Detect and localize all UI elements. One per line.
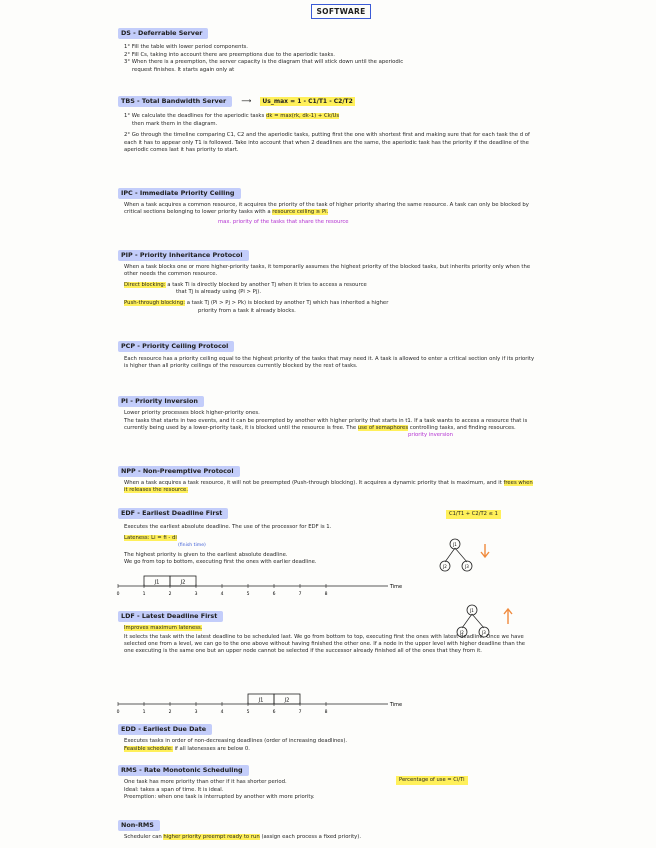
- non-rms-line-1: Scheduler can higher priority preempt ready to run (assign each process a fixed priority).: [124, 834, 362, 840]
- ldf-tick-label: 0: [116, 710, 120, 715]
- ldf-box-label-1: J1: [258, 697, 264, 704]
- rms-line-3: Preemption: when one task is interrupted by another with more priority.: [124, 794, 315, 801]
- ldf-tree-label-3: J3: [482, 630, 486, 635]
- pi-line-1: Lower priority processes block higher-priority ones.: [124, 410, 260, 416]
- ldf-tree-label-2: J2: [460, 630, 464, 635]
- heading-non-rms: Non-RMS: [118, 820, 160, 831]
- pcp-text: Each resource has a priority ceiling equal to the highest priority of the tasks that may need it. A task is allowed to enter a critical section only if its priority is higher than all priority ceilings of the resources currently blocked by the rest of tasks.: [124, 356, 535, 370]
- edf-line-2: The highest priority is given to the earliest absolute deadline.: [124, 551, 288, 558]
- ds-line-2: 2° Fill Cs, taking into account there are preemptions due to the aperiodic tasks.: [124, 51, 335, 58]
- edd-line-2: Feasible schedule: if all latenesses are below 0.: [124, 745, 250, 752]
- ldf-tick-label: 5: [246, 710, 250, 715]
- edf-line-1: Executes the earliest absolute deadline. The use of the processor for EDF is 1.: [124, 524, 332, 530]
- ldf-tick-label: 1: [142, 710, 146, 715]
- heading-pcp: PCP - Priority Ceiling Protocol: [118, 341, 234, 352]
- ldf-tree: [440, 602, 520, 646]
- section-pcp: [118, 333, 538, 371]
- ipc-note: max. priority of the tasks that share the resource: [218, 218, 349, 225]
- section-non-rms: [118, 812, 538, 842]
- edd-line-1: Executes tasks in order of non-decreasing deadlines (order of increasing deadlines).: [124, 738, 348, 744]
- pip-push: Push-through blocking: a task Tj (Pi > Pj > Pk) is blocked by another Tj which has inherited a higher: [124, 300, 389, 306]
- heading-edf: EDF - Earliest Deadline First: [118, 508, 228, 519]
- ldf-line-1: Improves maximum lateness.: [124, 625, 203, 631]
- section-npp: [118, 458, 538, 495]
- edf-axis-label: Time: [389, 584, 403, 590]
- tbs-p2: 2° Go through the timeline comparing C1, C2 and the aperiodic tasks, putting first the one with shortest first and making sure that for each task the d of each it has to appear only T1 is followed. Take into account that when 2 deadlines are the same, the aperiodic task has the priority if the deadline of the aperiodic comes last it has priority to start.: [124, 132, 530, 153]
- section-rms: [118, 757, 538, 802]
- page-title: SOFTWARE: [311, 4, 371, 19]
- edf-tick-label: 8: [324, 592, 328, 597]
- edf-lateness: Lateness: Li = fi - di: [124, 534, 177, 541]
- ldf-tick-label: 4: [220, 710, 224, 715]
- edf-tree-label-1: J1: [453, 542, 457, 547]
- heading-edd: EDD - Earliest Due Date: [118, 724, 212, 735]
- ldf-tick-label: 8: [324, 710, 328, 715]
- pi-note: priority inversion: [408, 432, 454, 439]
- ldf-tree-label-1: J1: [470, 608, 474, 613]
- ldf-tick-label: 7: [298, 710, 302, 715]
- section-pi: [118, 388, 538, 440]
- pip-push-2: priority from a task it already blocks.: [198, 307, 296, 314]
- ldf-axis-label: Time: [389, 702, 403, 708]
- edf-timeline: [118, 566, 408, 598]
- edf-lateness-note: (finish time): [178, 543, 206, 549]
- ldf-box-label-2: J2: [284, 697, 290, 704]
- arrow-icon: ⟶: [241, 97, 252, 105]
- heading-npp: NPP - Non-Preemptive Protocol: [118, 466, 240, 477]
- ds-line-1: 1° Fill the table with lower period components.: [124, 44, 248, 50]
- heading-pi: PI - Priority Inversion: [118, 396, 204, 407]
- section-ds: [118, 20, 538, 74]
- ldf-tick-label: 2: [168, 710, 172, 715]
- edf-tree: [425, 536, 495, 580]
- pip-text: When a task blocks one or more higher-priority tasks, it temporarily assumes the highest priority of the blocked tasks, but inherits priority only when the other needs the common resource.: [124, 264, 531, 278]
- edf-box-label-1: J1: [154, 579, 160, 586]
- tbs-formula: Us_max = 1 - C1/T1 - C2/T2: [262, 98, 353, 105]
- edf-tick-label: 2: [168, 592, 172, 597]
- edf-box-label-2: J2: [180, 579, 186, 586]
- npp-text: When a task acquires a task resource, it will not be preempted (Push-through blocking). It acquires a dynamic priority that is maximum, and it frees when it releases the resource.: [124, 480, 533, 494]
- ldf-tick-label: 3: [194, 710, 198, 715]
- edf-line-3: We go from top to bottom, executing first the ones with earlier deadline.: [124, 559, 317, 566]
- section-pip: [118, 242, 538, 315]
- edf-tree-label-3: J3: [465, 564, 469, 569]
- rms-line-2: Ideal: takes a span of time. It is ideal.: [124, 786, 224, 793]
- section-edd: [118, 716, 538, 753]
- heading-pip: PIP - Priority Inheritance Protocol: [118, 250, 249, 261]
- ds-line-4: request finishes. It starts again only at: [132, 66, 235, 73]
- tbs-p1: 1° We calculate the deadlines for the aperiodic tasks dk = max(rk, dk-1) + Ck/Us: [124, 113, 340, 119]
- ds-line-3: 3° When there is a preemption, the server capacity is the diagram that will stick down until the aperiodic: [124, 59, 404, 66]
- pip-direct-2: that Tj is already using (Pi > Pj).: [176, 289, 262, 296]
- heading-rms: RMS - Rate Monotonic Scheduling: [118, 765, 249, 776]
- edf-tick-label: 0: [116, 592, 120, 597]
- section-tbs: [118, 88, 538, 154]
- heading-ipc: IPC - Immediate Priority Ceiling: [118, 188, 241, 199]
- edf-tick-label: 7: [298, 592, 302, 597]
- ldf-text: It selects the task with the latest deadline to be scheduled last. We go from bottom to top, executing first the ones with latest deadline. Once we have selected one from a level, we can go to the one above without having finished the other one. If a node in the upper level with higher deadline than the one executing is the same one but an upper node cannot be selected if the successor already finished all of the ones that they from it.: [124, 633, 526, 655]
- edf-tree-label-2: J2: [443, 564, 447, 569]
- heading-ldf: LDF - Latest Deadline First: [118, 611, 223, 622]
- edf-tick-label: 1: [142, 592, 146, 597]
- edf-tick-label: 4: [220, 592, 224, 597]
- rms-line-1: One task has more priority than other if it has shorter period.: [124, 779, 287, 785]
- ldf-tick-label: 6: [272, 710, 276, 715]
- section-ipc: [118, 180, 538, 226]
- edf-formula: C1/T1 + C2/T2 ≤ 1: [446, 510, 501, 519]
- heading-ds: DS - Deferrable Server: [118, 28, 208, 39]
- ipc-text: When a task acquires a common resource, it acquires the priority of the task of higher priority sharing the same resource. A task can only be blocked by critical sections belonging to lower priority tasks with a resource ceiling ≥ Pi.: [124, 202, 529, 216]
- pip-direct: Direct blocking: a task Ti is directly blocked by another Tj when it tries to access a resource: [124, 281, 367, 288]
- edf-tick-label: 5: [246, 592, 250, 597]
- edf-tick-label: 3: [194, 592, 198, 597]
- tbs-p1b: then mark them in the diagram.: [132, 120, 218, 127]
- heading-tbs: TBS - Total Bandwidth Server: [118, 96, 232, 107]
- pi-text: The tasks that starts in two events, and it can be preempted by another with higher priority that starts in t1. If a task wants to access a resource that is currently being used by a lower-priority task, it is blocked until the resource is free. The use of semaphores controlling tasks, and finding resources.: [124, 417, 528, 431]
- edf-tick-label: 6: [272, 592, 276, 597]
- ldf-timeline: [118, 684, 418, 716]
- rms-percentage-box: Percentage of use = Ci/Ti: [396, 776, 468, 785]
